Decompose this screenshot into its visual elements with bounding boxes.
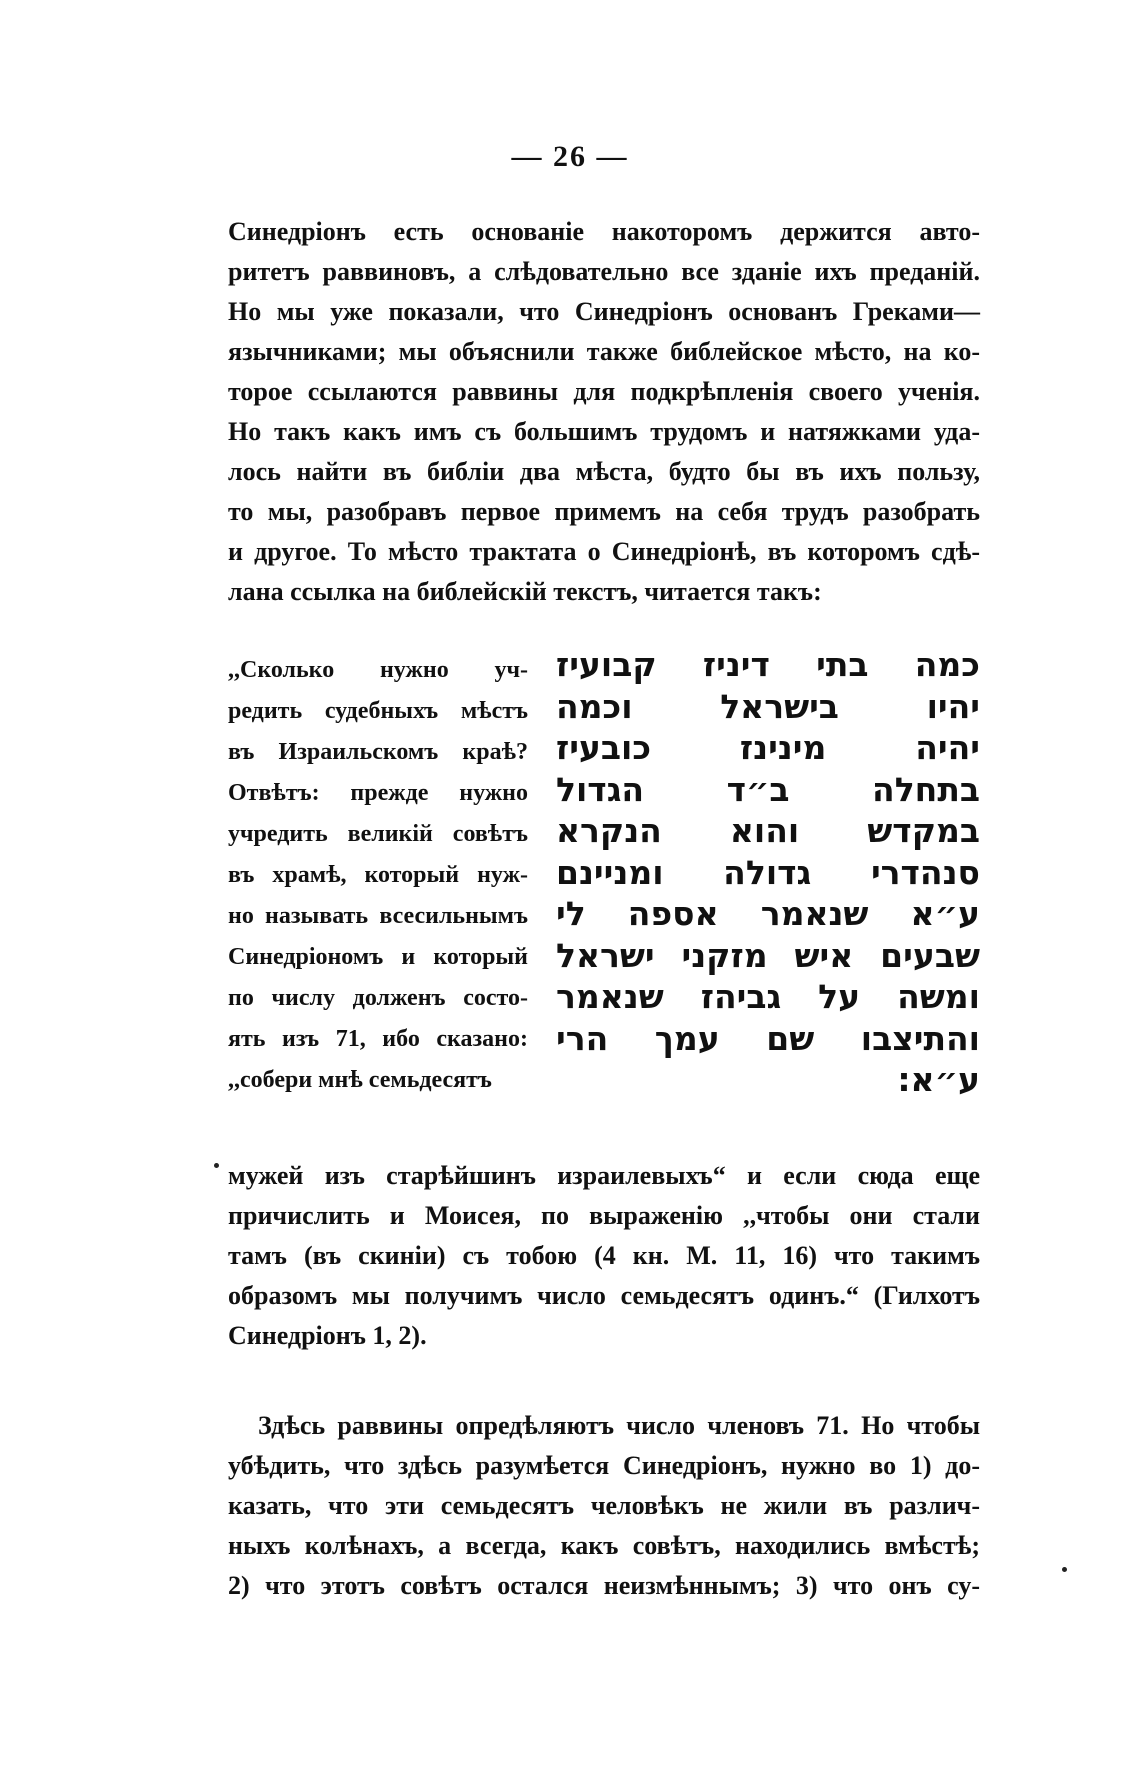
text-line: торое ссылаются раввины для подкрѣпленія своего ученія. — [228, 377, 980, 406]
text-line: учредить великій совѣтъ — [228, 821, 528, 847]
text-line: убѣдить, что здѣсь разумѣется Синедріонъ, нужно во 1) до- — [228, 1451, 980, 1480]
paragraph-2 — [228, 1156, 980, 1356]
paragraph-1 — [228, 212, 980, 612]
text-line: Синедріонъ 1, 2). — [228, 1321, 427, 1350]
text-line: лось найти въ библіи два мѣста, будто бы въ ихъ пользу, — [228, 457, 980, 486]
print-speck — [1062, 1567, 1067, 1572]
text-line: Синедріономъ и который — [228, 944, 528, 970]
hebrew-line: ומשה על גביהז שנאמר — [556, 977, 980, 1016]
hebrew-line: ע״א שנאמר אספה לי — [556, 894, 980, 933]
text-line: но называть всесильнымъ — [228, 903, 528, 929]
text-line: образомъ мы получимъ число семьдесятъ одинъ.“ (Гилхотъ — [228, 1281, 980, 1310]
russian-translation-column — [228, 650, 528, 1101]
text-line: ныхъ колѣнахъ, а всегда, какъ совѣтъ, находились вмѣстѣ; — [228, 1531, 980, 1560]
text-line: 2) что этотъ совѣтъ остался неизмѣннымъ; 3) что онъ су- — [228, 1571, 980, 1600]
hebrew-line: סנהדרי גדולה ומניינם — [556, 852, 980, 892]
text-line: ять изъ 71, ибо сказано: — [228, 1026, 528, 1052]
text-line: язычниками; мы объяснили также библейское мѣсто, на ко- — [228, 337, 980, 366]
paragraph-3 — [228, 1406, 980, 1606]
text-line: ритетъ раввиновъ, а слѣдовательно все зданіе ихъ преданій. — [228, 257, 980, 286]
text-line: тамъ (въ скиніи) съ тобою (4 кн. М. 11, 16) что такимъ — [228, 1241, 980, 1270]
text-line: въ Израильскомъ краѣ? — [228, 739, 528, 765]
page-number: — 26 — — [511, 140, 629, 173]
text-line: Отвѣтъ: прежде нужно — [228, 780, 528, 806]
hebrew-line: כמה בתי דיניז קבועיז — [556, 645, 980, 684]
text-line: и другое. То мѣсто трактата о Синедріонѣ, въ которомъ сдѣ- — [228, 537, 980, 566]
text-line: причислить и Моисея, по выраженію ,,чтобы они стали — [228, 1201, 980, 1230]
text-line: Синедріонъ есть основаніе накоторомъ держится авто- — [228, 217, 980, 246]
hebrew-line: שבעים איש מזקני ישראל — [556, 935, 980, 975]
text-line: редить судебныхъ мѣстъ — [228, 698, 528, 724]
text-line: лана ссылка на библейскій текстъ, читается такъ: — [228, 577, 822, 606]
text-line: ,,Сколько нужно уч- — [228, 657, 528, 683]
text-line: Здѣсь раввины опредѣляютъ число членовъ 71. Но чтобы — [258, 1411, 980, 1440]
hebrew-line: יהיה מינינז כובעיז — [556, 728, 980, 767]
text-line: то мы, разобравъ первое примемъ на себя трудъ разобрать — [228, 497, 980, 526]
hebrew-line: בתחלה ב״ד הגדול — [556, 769, 980, 809]
print-speck — [214, 1163, 219, 1168]
hebrew-line: יהיו בישראל וכמה — [556, 686, 980, 726]
hebrew-quotation-column — [556, 644, 980, 1101]
hebrew-line: במקדש והוא הנקרא — [556, 811, 980, 850]
text-line: Но мы уже показали, что Синедріонъ основанъ Греками— — [228, 297, 980, 326]
text-line: ,,собери мнѣ семьдесятъ — [228, 1067, 492, 1093]
hebrew-line: ע״א: — [897, 1060, 980, 1099]
text-line: казать, что эти семьдесятъ человѣкъ не жили въ различ- — [228, 1491, 980, 1520]
text-line: въ храмѣ, который нуж- — [228, 862, 528, 888]
hebrew-line: והתיצבו שם עמך הרי — [556, 1018, 980, 1058]
text-line: мужей изъ старѣйшинъ израилевыхъ“ и если сюда еще — [228, 1161, 980, 1190]
text-line: по числу долженъ состо- — [228, 985, 528, 1011]
text-line: Но такъ какъ имъ съ большимъ трудомъ и натяжками уда- — [228, 417, 980, 446]
